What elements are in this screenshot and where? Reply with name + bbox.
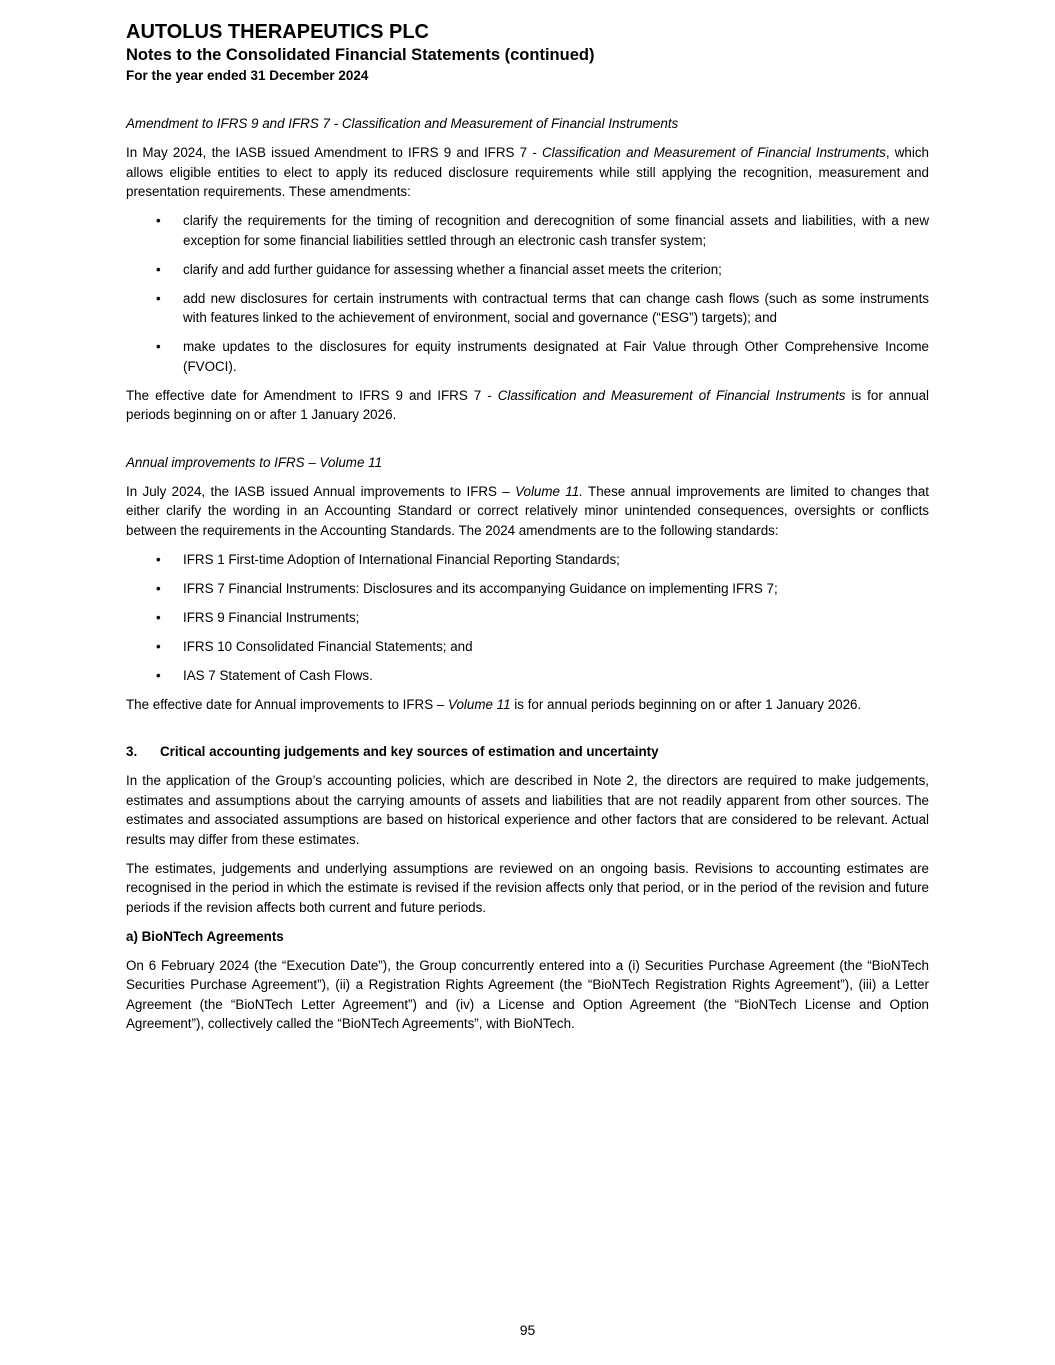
page-number: 95 (519, 1322, 536, 1338)
biontech-paragraph: On 6 February 2024 (the “Execution Date”), the Group concurrently entered into a (i) Securities Purchase Agreement (the “BioNTech Securities Purchase Agreement”), (ii) a Registration Rights Agreement (the “BioNTech Registration Rights Agreement”), (iii) a Letter Agreement (the “BioNTech Letter Agreement”) and (iv) a License and Option Agreement (the “BioNTech License and Option Agreement”), collectively called the “BioNTech Agreements”, with BioNTech. (126, 957, 929, 1031)
document-page (126, 20, 929, 1043)
ifrs9-intro: In May 2024, the IASB issued Amendment to IFRS 9 and IFRS 7 - Classification and Measurement of Financial Instruments, which allows eligible entities to elect to apply its reduced disclosure requirements while still applying the recognition, measurement and presentation requirements. These amendments: (126, 145, 929, 199)
list-item: • IFRS 9 Financial Instruments; (156, 609, 360, 625)
ifrs9-effective-date: The effective date for Amendment to IFRS 9 and IFRS 7 - Classification and Measurement of Financial Instruments is for annual periods beginning on or after 1 January 2026. (126, 387, 929, 422)
list-item: • clarify and add further guidance for assessing whether a financial asset meets the criterion; (156, 261, 722, 277)
list-item: • IFRS 10 Consolidated Financial Statements; and (156, 638, 473, 654)
list-item: • make updates to the disclosures for equity instruments designated at Fair Value through Other Comprehensive Income (FVOCI). (156, 339, 929, 374)
section-3-paragraph-2: The estimates, judgements and underlying assumptions are reviewed on an ongoing basis. Revisions to accounting estimates are recognised in the period in which the estimate is revised if the revision affects only that period, or in the period of the revision and future periods if the revision affects both current and future periods. (126, 860, 929, 915)
ifrs9-bullets (126, 211, 929, 376)
ifrs9-heading: Amendment to IFRS 9 and IFRS 7 - Classification and Measurement of Financial Instruments (126, 116, 679, 131)
annual-bullets (126, 550, 929, 686)
document-title: Notes to the Consolidated Financial Statements (continued) (126, 46, 595, 64)
list-item: • IAS 7 Statement of Cash Flows. (156, 667, 373, 683)
biontech-heading: a) BioNTech Agreements (126, 928, 284, 944)
list-item: • IFRS 1 First-time Adoption of International Financial Reporting Standards; (156, 551, 620, 567)
period-label: For the year ended 31 December 2024 (126, 68, 369, 83)
annual-effective-date: The effective date for Annual improvements to IFRS – Volume 11 is for annual periods beginning on or after 1 January 2026. (126, 696, 862, 712)
list-item: • add new disclosures for certain instruments with contractual terms that can change cash flows (such as some instruments with features linked to the achievement of environment, social and governance (“ESG”) targets); and (156, 290, 929, 325)
annual-heading: Annual improvements to IFRS – Volume 11 (126, 454, 383, 470)
list-item: • clarify the requirements for the timing of recognition and derecognition of some financial assets and liabilities, with a new exception for some financial liabilities settled through an electronic cash transfer system; (156, 213, 929, 248)
section-3-paragraph-1: In the application of the Group’s accounting policies, which are described in Note 2, the directors are required to make judgements, estimates and assumptions about the carrying amounts of assets and liabilities that are not readily apparent from other sources. The estimates and associated assumptions are based on historical experience and other factors that are considered to be relevant. Actual results may differ from these estimates. (126, 773, 929, 847)
list-item: • IFRS 7 Financial Instruments: Disclosures and its accompanying Guidance on implementing IFRS 7; (156, 580, 778, 596)
section-3-heading: 3. Critical accounting judgements and key sources of estimation and uncertainty (126, 744, 659, 759)
annual-intro: In July 2024, the IASB issued Annual improvements to IFRS – Volume 11. These annual improvements are limited to changes that either clarify the wording in an Accounting Standard or correct relatively minor unintended consequences, oversights or conflicts between the requirements in the Accounting Standards. The 2024 amendments are to the following standards: (126, 483, 929, 538)
company-name: AUTOLUS THERAPEUTICS PLC (126, 21, 429, 43)
